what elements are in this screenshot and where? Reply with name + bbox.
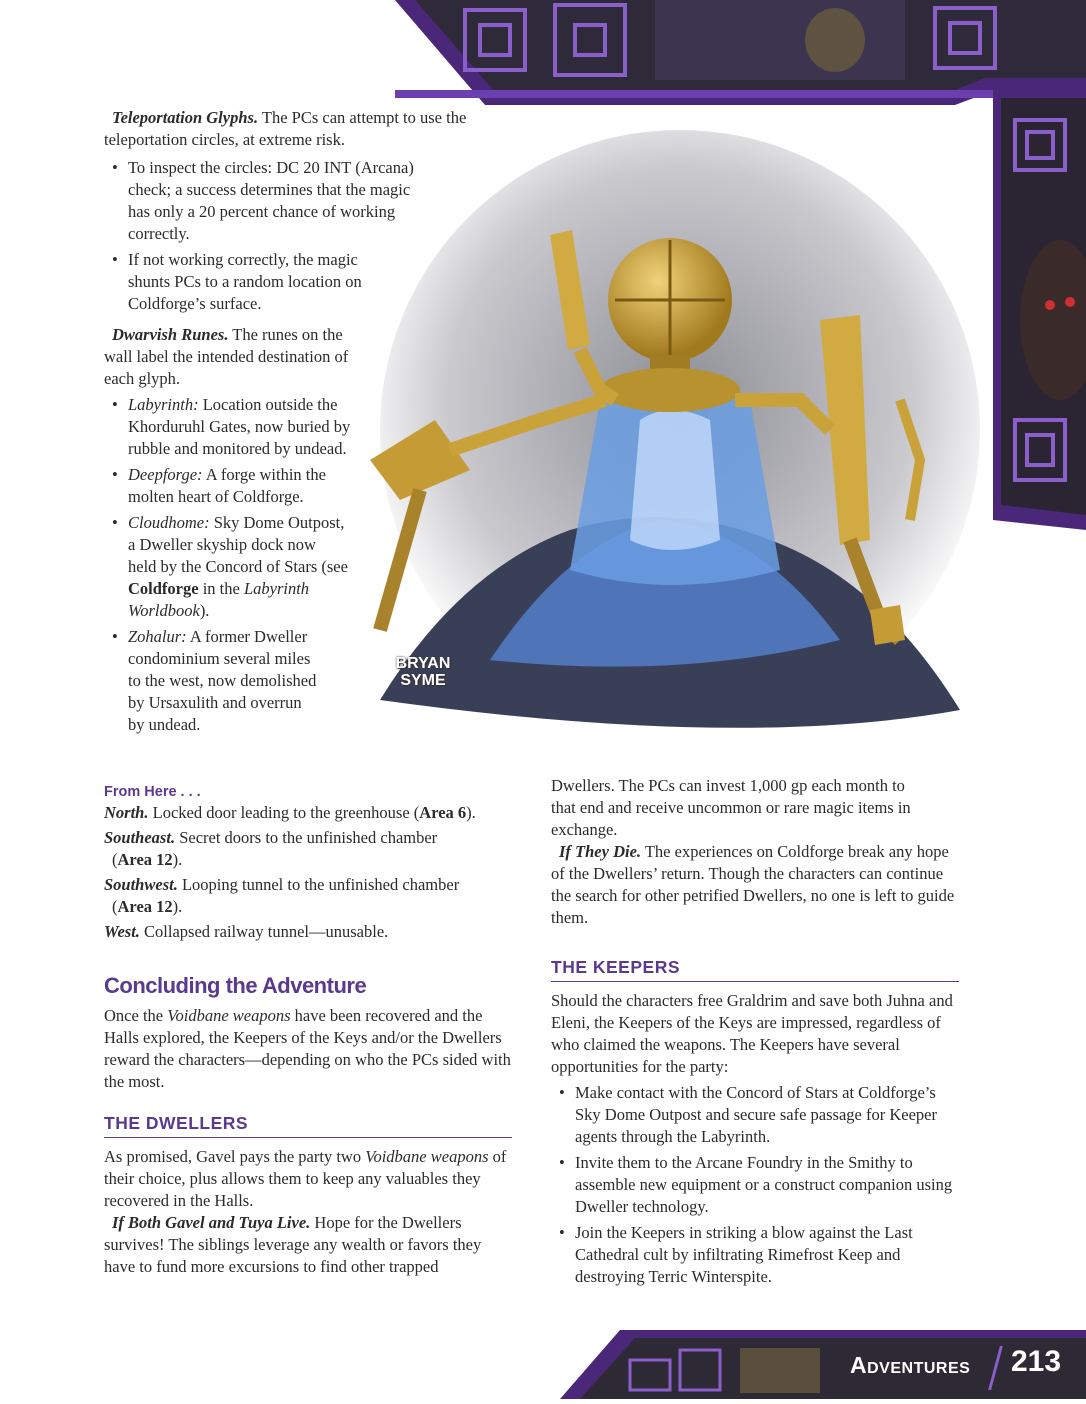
right-border-art [985,90,1086,530]
right-column [551,775,959,1292]
list-item: • Cloudhome: Sky Dome Outpost, a Dweller skyship dock now held by the Concord of Stars (see Coldforge in the Labyrinth Worldbook). [104,512,348,622]
list-item: • Deepforge: A forge within the molten heart of Coldforge. [104,464,333,508]
teleportation-glyphs-section [104,107,484,319]
page-number: 213 [1011,1345,1062,1378]
runes-paragraph [104,324,354,390]
from-here-heading: From Here . . . [104,784,201,800]
runes-text: The runes on the wall label the intended destination of each glyph. [104,325,349,388]
keepers-heading: THE KEEPERS [551,957,959,982]
concluding-heading: Concluding the Adventure [104,973,367,998]
concluding-paragraph: Once the Voidbane weapons have been recovered and the Halls explored, the Keepers of the Keys and/or the Dwellers reward the characters—depending on who the PCs sided with the most. [104,1006,511,1091]
dwellers-paragraph: As promised, Gavel pays the party two Voidbane weapons of their choice, plus allows them to keep any valuables they recovered in the Halls. [104,1147,507,1210]
they-die-paragraph: If They Die. The experiences on Coldforge break any hope of the Dwellers’ return. Though the characters can continue the search for other petrified Dwellers, no one is left to guide them. [551,842,955,927]
exit-item: West. Collapsed railway tunnel—unusable. [104,922,389,941]
list-item: • Labyrinth: Location outside the Khorduruhl Gates, now buried by rubble and monitored by undead. [104,394,354,460]
footer-border-art [560,1330,1086,1399]
both-live-paragraph: If Both Gavel and Tuya Live. Hope for the Dwellers survives! The siblings leverage any wealth or favors they have to fund more excursions to find other trapped [104,1213,482,1276]
dwellers-heading: THE DWELLERS [104,1113,512,1138]
list-item: • If not working correctly, the magic shunts PCs to a random location on Coldforge’s surface. [104,249,374,315]
runes-lead: Dwarvish Runes. [112,325,229,344]
glyphs-bullets [104,157,434,315]
glyphs-lead: Teleportation Glyphs. [112,108,259,127]
artist-signature: BRYAN SYME [395,655,451,689]
list-item: • Make contact with the Concord of Stars at Coldforge’s Sky Dome Outpost and secure safe passage for Keeper agents through the Labyrinth. [551,1082,959,1148]
glyphs-paragraph [104,107,484,151]
keepers-bullets [551,1082,959,1288]
list-item: • To inspect the circles: DC 20 INT (Arcana) check; a success determines that the magic has only a 20 percent chance of working correctly. [104,157,434,245]
exit-item: North. Locked door leading to the greenhouse (Area 6). [104,803,476,822]
exit-item: Southeast. Secret doors to the unfinished chamber (Area 12). [104,828,438,869]
exit-item: Southwest. Looping tunnel to the unfinished chamber (Area 12). [104,875,460,916]
dwellers-continued: Dwellers. The PCs can invest 1,000 gp each month to that end and receive uncommon or rare magic items in exchange. [551,776,911,839]
exits-list [104,802,512,943]
left-column [104,784,512,1278]
glyphs-text: The PCs can attempt to use the teleportation circles, at extreme risk. [104,108,467,149]
dwarvish-runes-section [104,324,354,740]
keepers-paragraph: Should the characters free Graldrim and save both Juhna and Eleni, the Keepers of the Keys are impressed, regardless of who claimed the weapons. The Keepers have several opportunities for the party: [551,991,953,1076]
list-item: • Join the Keepers in striking a blow against the Last Cathedral cult by infiltrating Rimefrost Keep and destroying Terric Winterspite. [551,1222,959,1288]
footer-section-label: Adventures [850,1352,971,1378]
list-item: • Zohalur: A former Dweller condominium several miles to the west, now demolished by Ursaxulith and overrun by undead. [104,626,318,736]
top-border-art [395,0,1086,105]
runes-list [104,394,354,736]
list-item: • Invite them to the Arcane Foundry in the Smithy to assemble new equipment or a construct companion using Dweller technology. [551,1152,959,1218]
